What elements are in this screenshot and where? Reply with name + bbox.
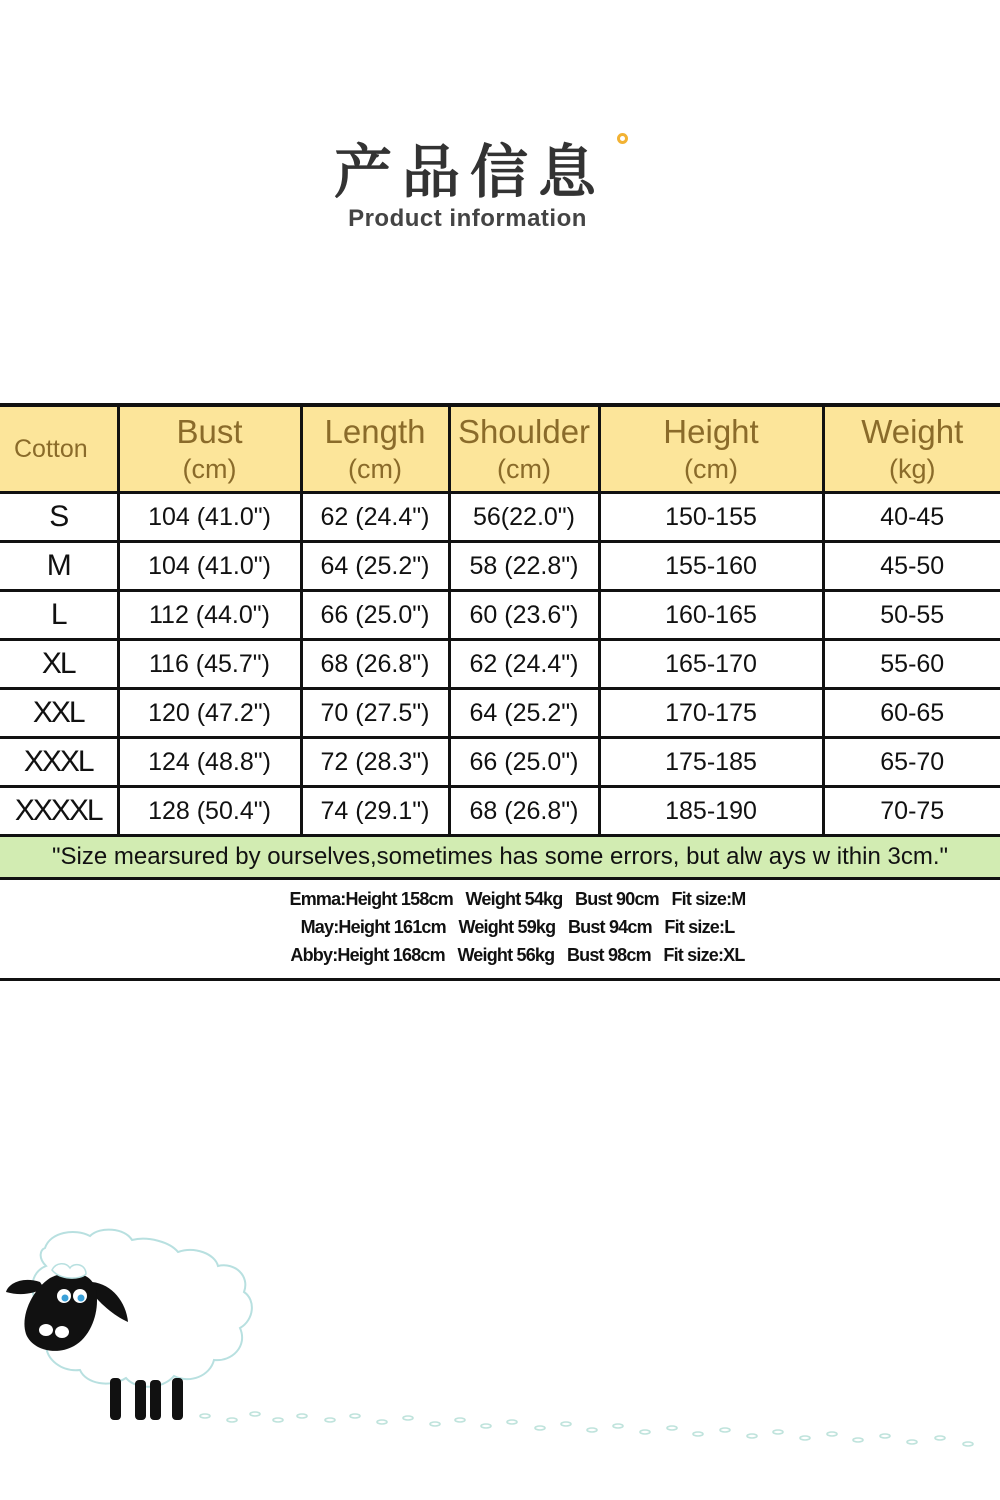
length-cell: 70 (27.5") [301, 689, 449, 738]
bust-cell: 104 (41.0") [118, 542, 301, 591]
weight-cell: 55-60 [823, 640, 1000, 689]
length-cell: 72 (28.3") [301, 738, 449, 787]
column-unit: (cm) [684, 454, 738, 484]
column-name: Weight [861, 413, 964, 450]
sheep-illustration [0, 1220, 1000, 1460]
bust-cell: 124 (48.8") [118, 738, 301, 787]
column-name: Shoulder [457, 413, 591, 450]
table-row [0, 787, 1000, 836]
column-header-weight [823, 405, 1000, 493]
model-info-block [0, 886, 1000, 981]
page-title-en: Product information [348, 205, 587, 232]
sheep-leg [172, 1378, 183, 1420]
shoulder-cell: 66 (25.0") [449, 738, 599, 787]
size-label: XL [0, 640, 118, 689]
size-label: M [0, 542, 118, 591]
column-unit: (cm) [348, 454, 402, 484]
column-header-shoulder [449, 405, 599, 493]
length-cell: 66 (25.0") [301, 591, 449, 640]
column-header-material: Cotton [0, 405, 118, 493]
table-row [0, 591, 1000, 640]
table-row [0, 493, 1000, 542]
size-chart-table [0, 403, 1000, 880]
size-label: XXXL [0, 738, 118, 787]
height-cell: 150-155 [599, 493, 823, 542]
height-cell: 175-185 [599, 738, 823, 787]
size-label: S [0, 493, 118, 542]
table-row [0, 542, 1000, 591]
weight-cell: 65-70 [823, 738, 1000, 787]
sheep-leg [110, 1378, 121, 1420]
shoulder-cell: 58 (22.8") [449, 542, 599, 591]
height-cell: 160-165 [599, 591, 823, 640]
column-header-length [301, 405, 449, 493]
weight-cell: 45-50 [823, 542, 1000, 591]
sheep-leg [150, 1380, 161, 1420]
column-unit: (cm) [182, 454, 237, 484]
table-row [0, 689, 1000, 738]
column-name: Bust [176, 413, 243, 450]
table-header-row [0, 405, 1000, 493]
table-row [0, 738, 1000, 787]
height-cell: 170-175 [599, 689, 823, 738]
bust-cell: 116 (45.7") [118, 640, 301, 689]
size-label: L [0, 591, 118, 640]
column-header-bust [118, 405, 301, 493]
length-cell: 74 (29.1") [301, 787, 449, 836]
column-name: Height [663, 413, 759, 450]
sheep-nostril [39, 1324, 53, 1336]
column-unit: (kg) [889, 454, 936, 484]
model-info-line: Abby:Height 168cm Weight 56kg Bust 98cm Fit size:XL [290, 945, 745, 965]
sheep-leg [135, 1380, 146, 1420]
length-cell: 62 (24.4") [301, 493, 449, 542]
model-info-line: Emma:Height 158cm Weight 54kg Bust 90cm Fit size:M [289, 889, 746, 909]
weight-cell: 60-65 [823, 689, 1000, 738]
title-block [0, 125, 1000, 209]
shoulder-cell: 64 (25.2") [449, 689, 599, 738]
sheep-nostril [55, 1326, 69, 1338]
model-info-line: May:Height 161cm Weight 59kg Bust 94cm Fit size:L [300, 917, 735, 937]
shoulder-cell: 62 (24.4") [449, 640, 599, 689]
size-label: XXXXL [0, 787, 118, 836]
bust-cell: 128 (50.4") [118, 787, 301, 836]
page-title-cn: 产品信息 [333, 138, 606, 206]
height-cell: 165-170 [599, 640, 823, 689]
weight-cell: 70-75 [823, 787, 1000, 836]
measurement-note-row [0, 836, 1000, 879]
circle-dot-icon [617, 133, 628, 144]
sheep-pupil [62, 1295, 69, 1302]
weight-cell: 50-55 [823, 591, 1000, 640]
size-label: XXL [0, 689, 118, 738]
height-cell: 155-160 [599, 542, 823, 591]
table-row [0, 640, 1000, 689]
length-cell: 64 (25.2") [301, 542, 449, 591]
measurement-note: "Size mearsured by ourselves,sometimes has some errors, but alw ays w ithin 3cm." [0, 836, 1000, 879]
weight-cell: 40-45 [823, 493, 1000, 542]
dotted-trail [200, 1412, 973, 1446]
sheep-pupil [78, 1295, 85, 1302]
bust-cell: 104 (41.0") [118, 493, 301, 542]
shoulder-cell: 60 (23.6") [449, 591, 599, 640]
column-header-height [599, 405, 823, 493]
bust-cell: 120 (47.2") [118, 689, 301, 738]
length-cell: 68 (26.8") [301, 640, 449, 689]
column-unit: (cm) [497, 454, 551, 484]
shoulder-cell: 68 (26.8") [449, 787, 599, 836]
height-cell: 185-190 [599, 787, 823, 836]
bust-cell: 112 (44.0") [118, 591, 301, 640]
shoulder-cell: 56(22.0") [449, 493, 599, 542]
column-name: Length [324, 413, 426, 450]
